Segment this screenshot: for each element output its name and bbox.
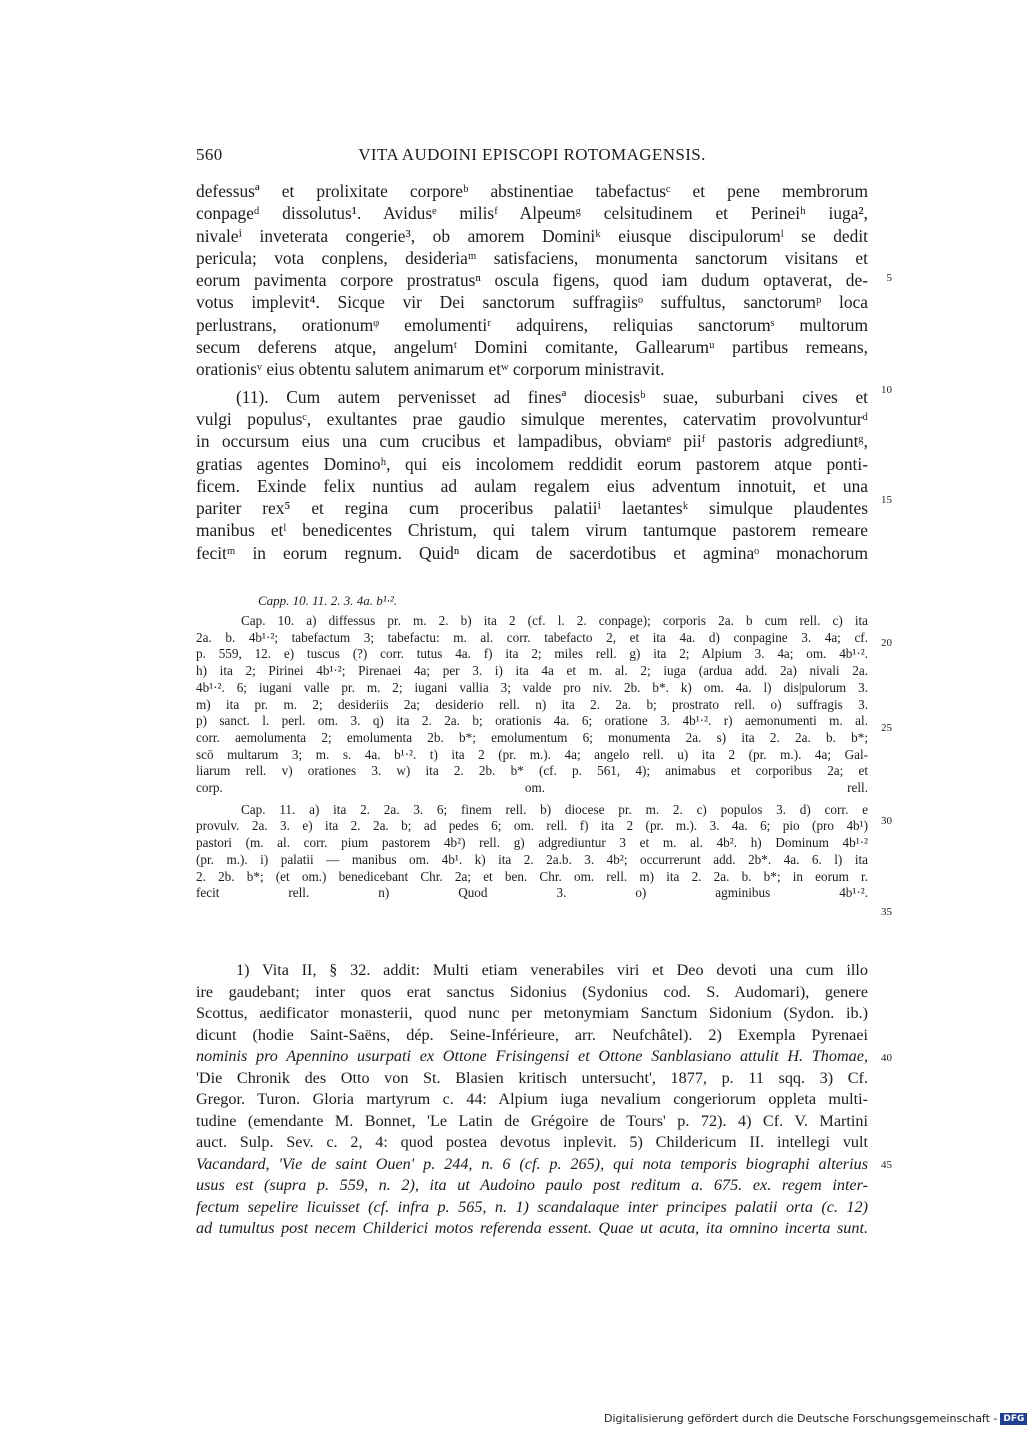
footnote-line: auct. Sulp. Sev. c. 2, 4: quod postea devotus inplevit. 5) Childericum II. intellegi vult — [196, 1133, 868, 1151]
apparatus-line: liarum rell. v) orationes 3. w) ita 2. 2b. b* (cf. p. 561, 4); animabus et corporibus 2a; et — [196, 763, 868, 779]
text-line: fecitᵐ in eorum regnum. Quidⁿ dicam de sacerdotibus et agminaᵒ monachorum — [196, 542, 868, 563]
text-line: nivaleⁱ inveterata congerie³, ob amorem Dominiᵏ eiusque discipulorumˡ se dedit — [196, 225, 868, 246]
text-line: gratias agentes Dominoʰ, qui eis incolomem reddidit eorum pastorem atque ponti- — [196, 453, 868, 474]
page-header — [196, 145, 868, 171]
footnote-line: tudine (emendante M. Bonnet, 'Le Latin de Grégoire de Tours' p. 72). 4) Cf. V. Martini — [196, 1111, 868, 1130]
footnote-line: nominis pro Apennino usurpati ex Ottone Frisingensi et Ottone Sanblasiano attulit H. Thomae, — [196, 1047, 868, 1065]
text-line: in occursum eius una cum crucibus et lampadibus, obviamᵉ piiᶠ pastoris adgrediuntᵍ, — [196, 431, 868, 452]
text-line: perlustrans, orationumᵠ emolumentiʳ adquirens, reliquias sanctorumˢ multorum — [196, 314, 868, 335]
apparatus-line: Cap. 10. a) diffessus pr. m. 2. b) ita 2 (cf. l. 2. conpage); corporis 2a. b cum rell. c) ita — [241, 613, 868, 628]
text-line: (11). Cum autem pervenisset ad finesª diocesisᵇ suae, suburbani cives et — [236, 386, 868, 407]
digitization-credit — [604, 1412, 1025, 1428]
line-number: 20 — [881, 637, 892, 649]
line-number: 40 — [881, 1052, 892, 1064]
text-line: defessusª et prolixitate corporeᵇ abstinentiae tabefactusᶜ et pene membrorum — [196, 181, 868, 201]
text-line: ficem. Exinde felix nuntius ad aulam regalem eius adventum innotuit, et una — [196, 475, 868, 496]
apparatus-line: 4b¹·². 6; iugani valle pr. m. 2; iugani vallia 3; valde pro niv. 2b. b*. k) om. 4a. l) dis|pulorum 3. — [196, 679, 868, 695]
text-line: conpageᵈ dissolutus¹. Avidusᵉ milisᶠ Alpeumᵍ celsitudinem et Perineiʰ iuga², — [196, 203, 868, 224]
footnote-line: Gregor. Turon. Gloria martyrum c. 44: Alpium iuga nevalium congeriorum oppleta multi- — [196, 1090, 868, 1108]
text-line: manibus etˡ benedicentes Christum, qui talem virum tantumque pastorem remeare — [196, 520, 868, 541]
apparatus-line: provulv. 2a. 3. e) ita 2. 2a. b; ad pedes 6; om. rell. f) ita 2 (pr. m.). 3. 4a. 6; pio (pro 4b¹) — [196, 818, 868, 834]
running-title: VITA AUDOINI EPISCOPI ROTOMAGENSIS. — [358, 145, 706, 164]
footnote-line: ad tumultus post necem Childerici motos referenda essent. Quae ut acuta, ita omnino incerta sunt. — [196, 1219, 868, 1237]
main-text — [196, 180, 868, 564]
credit-text: Digitalisierung gefördert durch die Deutsche Forschungsgemeinschaft - — [604, 1412, 998, 1425]
paragraph-1 — [196, 180, 868, 381]
text-line: eorum pavimenta corpore prostratusⁿ oscula figens, quod iam dudum optaverat, de- — [196, 270, 868, 291]
footnotes — [196, 960, 868, 1240]
apparatus-line: 2. 2b. b*; (et om.) benedicebant Chr. 2a; et ben. Chr. om. rell. m) ita 2. 2a. b. b*; in eorum r. — [196, 868, 868, 884]
text-line: orationisᵛ eius obtentu salutem animarum etʷ corporum ministravit. — [196, 359, 665, 380]
apparatus-line: 2a. b. 4b¹·²; tabefactum 3; tabefactu: m. al. corr. tabefacto 2, et ita 4a. d) conpagine 3. 4a; cf. — [196, 629, 868, 645]
text-line: vulgi populusᶜ, exultantes prae gaudio simulque merentes, catervatim provolvunturᵈ — [196, 408, 868, 429]
footnote-line: dicunt (hodie Saint-Saëns, dép. Seine-Inférieure, arr. Neufchâtel). 2) Exempla Pyrenaei — [196, 1025, 868, 1044]
paragraph-2 — [196, 386, 868, 564]
critical-apparatus — [196, 613, 868, 902]
apparatus-line: corr. aemolumenta 2; emolumenta 2b. b*; emolumentum 6; monumenta 2a. s) ita 2. 2a. b. b*; — [196, 729, 868, 745]
apparatus-line: Cap. 11. a) ita 2. 2a. 3. 6; finem rell. b) diocese pr. m. 2. c) populos 3. d) corr. e — [241, 801, 868, 817]
line-number: 25 — [881, 722, 892, 734]
line-number: 30 — [881, 815, 892, 827]
footnote-line: Vacandard, 'Vie de saint Ouen' p. 244, n. 6 (cf. p. 265), qui nota temporis biographi alterius — [196, 1154, 868, 1173]
footnote-line: ire gaudebant; inter quos erat sanctus Sidonius (Sydonius cod. S. Audomari), genere — [196, 982, 868, 1001]
text-line: pericula; vota conplens, desideriaᵐ satisfaciens, monumenta sanctorum visitans et — [196, 247, 868, 268]
apparatus-line: fecit rell. n) Quod 3. o) agminibus 4b¹·². — [196, 885, 868, 901]
footnote-line: 1) Vita II, § 32. addit: Multi etiam venerabiles viri et Deo devoti una cum illo — [236, 961, 868, 979]
footnote-line: usus est (supra p. 559, n. 2), ita ut Audoino paulo post reditum a. 675. ex. regem inter- — [196, 1176, 868, 1194]
text-line: pariter rex⁵ et regina cum proceribus palatiiⁱ laetantesᵏ simulque plaudentes — [196, 498, 868, 519]
line-number: 5 — [886, 272, 892, 284]
text-line: votus implevit⁴. Sicque vir Dei sanctorum suffragiisᵒ suffultus, sanctorumᵖ loca — [196, 292, 868, 313]
apparatus-line: h) ita 2; Pirinei 4b¹·²; Pirenaei 4a; per 3. i) ita 4a et m. al. 2; iuga (ardua add. 2a) nivali 2a. — [196, 663, 868, 679]
page-number: 560 — [196, 145, 223, 164]
apparatus-line: m) ita pr. m. 2; desideriis 2a; desiderio rell. n) ita 2. 2a. b; prostrato rell. o) suffragis 3. — [196, 696, 868, 712]
apparatus-line: (pr. m.). i) palatii — manibus om. 4b¹. k) ita 2. 2a.b. 3. 4b²; occurrerunt add. 2b*. 4a. 6. l) ita — [196, 851, 868, 867]
line-number: 10 — [881, 384, 892, 396]
dfg-logo: DFG — [1000, 1413, 1027, 1425]
apparatus-line: p) sanct. l. perl. om. 3. q) ita 2. 2a. b; orationis 4a. 6; oratione 3. 4b¹·². r) aemonumenti m. al. — [196, 713, 868, 729]
apparatus-line: corp. om. rell. — [196, 780, 868, 796]
apparatus-line: p. 559, 12. e) tuscus (?) corr. tutus 4a. f) ita 2; miles rell. g) ita 2; Alpium 3. 4a; om. 4b¹·². — [196, 646, 868, 662]
line-number: 35 — [881, 906, 892, 918]
line-number: 45 — [881, 1159, 892, 1171]
apparatus-line: pastori (m. al. corr. pium pastorem 4b²) rell. g) adgrediuntur 3 et m. al. 4b². h) Dominum 4b¹·² — [196, 835, 868, 851]
footnote-line: fectum sepelire licuisset (cf. infra p. 565, n. 1) scandalaque inter principes palatii orta (c. 12) — [196, 1197, 868, 1216]
codices-line: Capp. 10. 11. 2. 3. 4a. b¹·². — [258, 593, 398, 608]
line-number: 15 — [881, 494, 892, 506]
apparatus-line: scō multarum 3; m. s. 4a. b¹·². t) ita 2 (pr. m.). 4a; angelo rell. u) ita 2 (pr. m.). 4a; Gal- — [196, 746, 868, 762]
footnote-line: Scottus, aedificator monasterii, quod nunc per metonymiam Sanctum Sidonium (Sydon. ib.) — [196, 1004, 868, 1022]
footnote-line: 'Die Chronik des Otto von St. Blasien kritisch untersucht', 1877, p. 11 sqq. 3) Cf. — [196, 1068, 868, 1087]
text-line: secum deferens atque, angelumᵗ Domini comitante, Gallearumᵘ partibus remeans, — [196, 337, 868, 358]
